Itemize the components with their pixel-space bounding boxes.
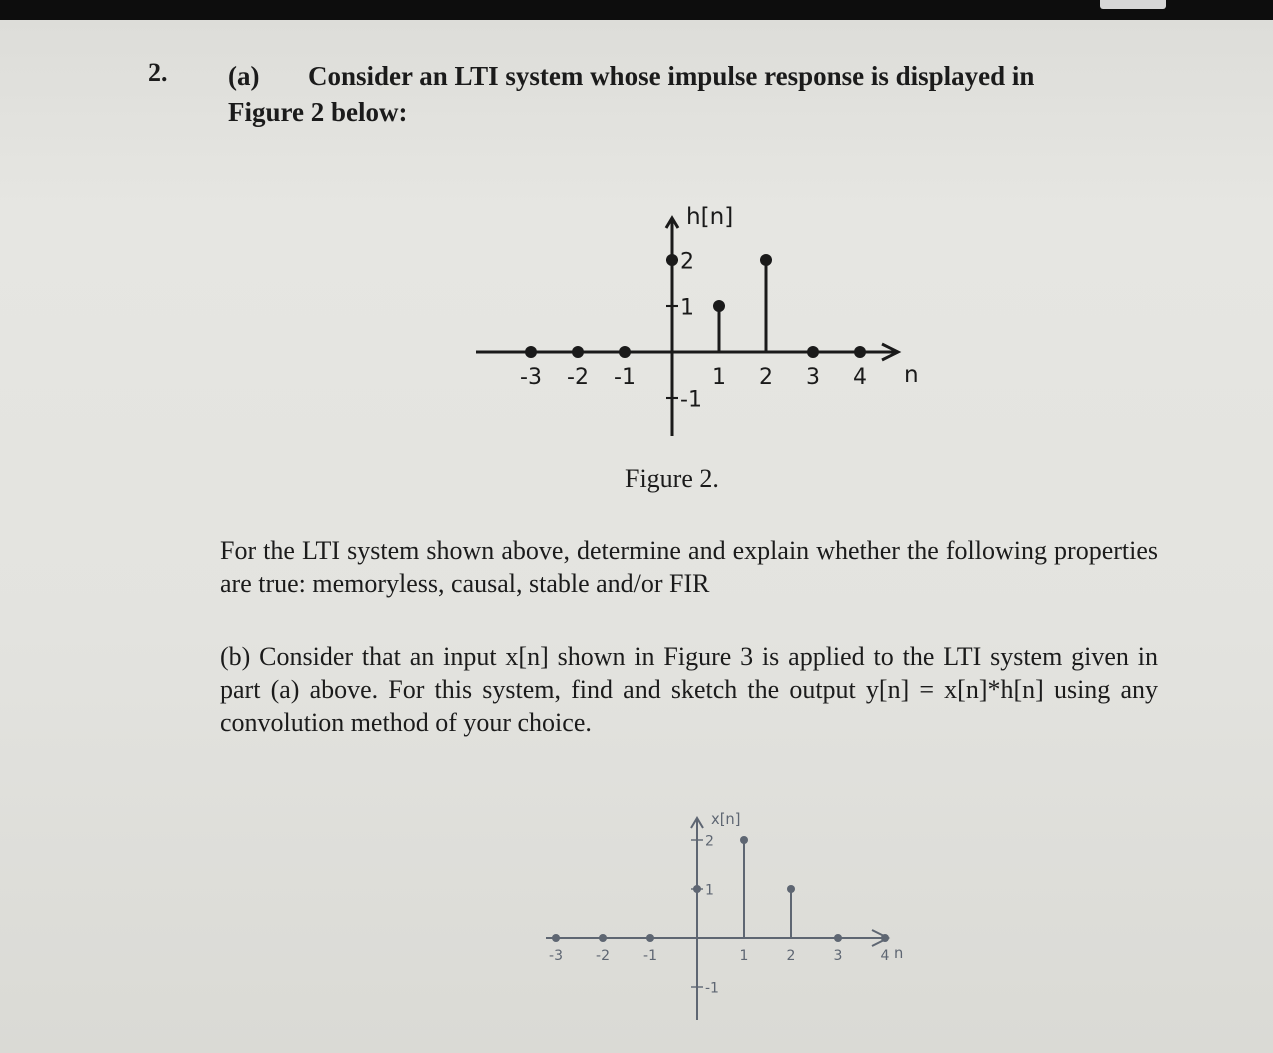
stem-marker <box>881 934 889 942</box>
part-b-text: (b) Consider that an input x[n] shown in Figure 3 is applied to the LTI system given in part (a) above. For this system, find and sketch the output y[n] = x[n]*h[n] using any convolution method of your choice. <box>220 642 1158 737</box>
x-tick-label: -2 <box>596 948 610 964</box>
stem-marker <box>646 934 654 942</box>
stem-marker <box>693 885 701 893</box>
y-axis-label: x[n] <box>711 811 741 828</box>
x-tick-label: 1 <box>712 365 726 390</box>
stem-marker <box>787 885 795 893</box>
x-tick-label: -1 <box>643 948 657 964</box>
part-a-prompt: For the LTI system shown above, determine and explain whether the following properties are true: memoryless, causal, stable and/or FIR <box>220 536 1158 598</box>
question-number: 2. <box>148 58 168 87</box>
x-axis-label: n <box>904 362 919 388</box>
figure-2-caption: Figure 2. <box>625 464 719 493</box>
y-axis-label: h[n] <box>686 204 734 230</box>
stem-marker <box>834 934 842 942</box>
x-tick-label: -3 <box>549 948 563 964</box>
x-tick-label: -1 <box>614 365 636 390</box>
part-a-text-line1: Consider an LTI system whose impulse response is displayed in <box>308 61 1035 91</box>
part-a-label: (a) <box>228 61 260 91</box>
x-tick-label: -3 <box>520 365 542 390</box>
x-tick-label: 4 <box>853 365 867 390</box>
x-tick-label: -2 <box>567 365 589 390</box>
y-tick-label: 2 <box>680 249 694 275</box>
x-tick-label: 4 <box>880 948 890 964</box>
x-axis-label: n <box>894 945 904 962</box>
y-tick-label: 1 <box>705 882 714 899</box>
stem-marker <box>740 836 748 844</box>
part-a-text-line2: Figure 2 below: <box>228 97 408 127</box>
y-tick-label: -1 <box>705 980 719 997</box>
x-tick-label: 2 <box>759 365 773 390</box>
y-tick-label: -1 <box>680 387 702 413</box>
x-tick-label: 1 <box>739 948 749 964</box>
x-tick-label: 2 <box>786 948 796 964</box>
x-tick-label: 3 <box>833 948 843 964</box>
y-tick-label: 1 <box>680 295 694 321</box>
x-tick-label: 3 <box>806 365 820 390</box>
stem-marker <box>552 934 560 942</box>
stem-marker <box>599 934 607 942</box>
y-tick-label: 2 <box>705 833 714 850</box>
